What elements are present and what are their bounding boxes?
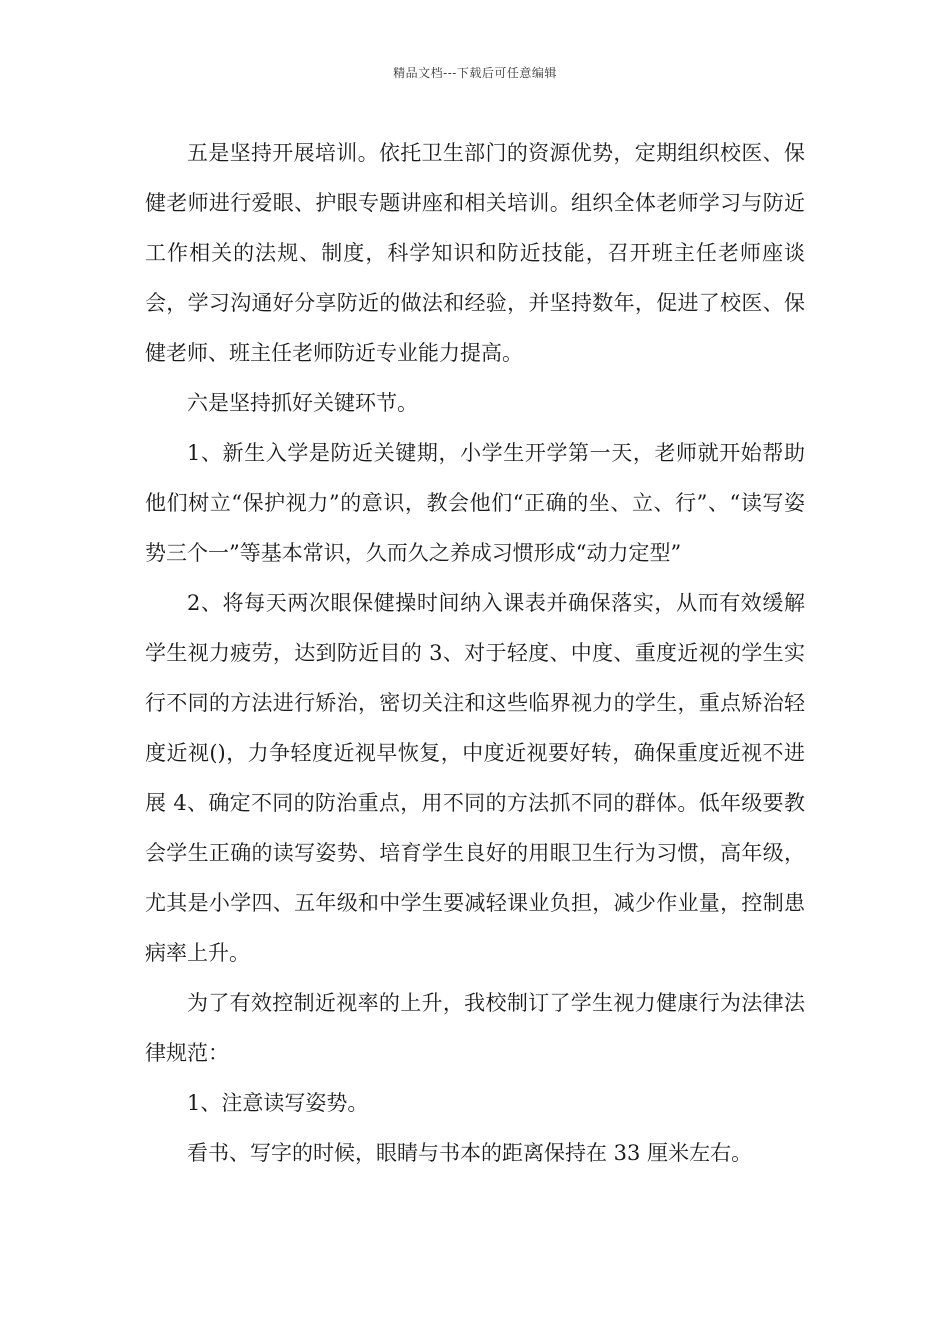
paragraph-key-links: 六是坚持抓好关键环节。 [187, 391, 418, 415]
paragraph-training: 五是坚持开展培训。依托卫生部门的资源优势，定期组织校医、保健老师进行爱眼、护眼专题讲座和相关培训。组织全体老师学习与防近工作相关的法规、制度，科学知识和防近技能，召开班主任老师座谈会，学习沟通好分享防近的做法和经验，并坚持数年，促进了校医、保健老师、班主任老师防近专业能力提高。 [145, 141, 805, 365]
paragraph-norms-intro: 为了有效控制近视率的上升，我校制订了学生视力健康行为法律法律规范： [145, 991, 805, 1065]
page-header: 精品文档---下载后可任意编辑 [393, 66, 557, 80]
document-body [145, 128, 805, 1178]
paragraph-posture-heading: 1、注意读写姿势。 [187, 1091, 369, 1115]
paragraph-reading-distance: 看书、写字的时候，眼睛与书本的距离保持在 33 厘米左右。 [187, 1141, 753, 1165]
paragraph-item-2-eye-exercises: 2、将每天两次眼保健操时间纳入课表并确保落实，从而有效缓解学生视力疲劳，达到防近目的 3、对于轻度、中度、重度近视的学生实行不同的方法进行矫治，密切关注和这些临界视力的学生，重点矫治轻度近视()，力争轻度近视早恢复，中度近视要好转，确保重度近视不进展 4、确定不同的防治重点，用不同的方法抓不同的群体。低年级要教会学生正确的读写姿势、培育学生良好的用眼卫生行为习惯，高年级，尤其是小学四、五年级和中学生要减轻课业负担，减少作业量，控制患病率上升。 [145, 591, 805, 965]
paragraph-item-1-new-students: 1、新生入学是防近关键期，小学生开学第一天，老师就开始帮助他们树立“保护视力”的意识，教会他们“正确的坐、立、行”、“读写姿势三个一”等基本常识，久而久之养成习惯形成“动力定型” [145, 441, 805, 565]
